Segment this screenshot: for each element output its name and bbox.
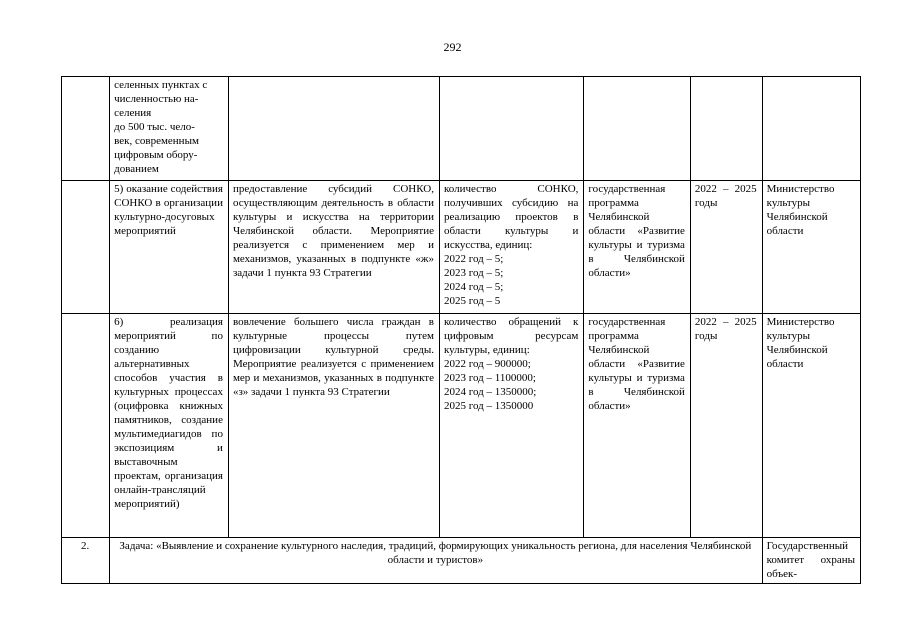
table-row bbox=[62, 77, 861, 181]
indicator-cell bbox=[439, 77, 583, 181]
measure-line: селения bbox=[114, 107, 152, 119]
mechanism-cell: предоставление субсидий СОНКО, осуществляющим деятельность в области культуры и искусства на территории Челябинской области. Мероприятие реализуется с применением мер и механизмов, указанных в подпункте «ж» задачи 1 пункта 93 Стратегии bbox=[228, 181, 439, 314]
task-responsible-cell: Государственный комитет охраны объек- bbox=[762, 538, 860, 584]
task-row bbox=[62, 538, 861, 584]
indicator-value: 2022 год – 5; bbox=[443, 253, 504, 265]
period-cell: 2022 – 2025 годы bbox=[690, 181, 762, 314]
table-row bbox=[62, 181, 861, 314]
row-number-cell bbox=[62, 77, 110, 181]
measure-cell: 6) реализация мероприятий по созданию альтернативных способов участия в культурных процессах (оцифровка книжных памятников, создание мультимедиагидов по экспозициям и выставочным проектам, организация онлайн-трансляций мероприятий) bbox=[110, 314, 229, 538]
period-cell: 2022 – 2025 годы bbox=[690, 314, 762, 538]
indicator-value: 2023 год – 1100000; bbox=[443, 372, 536, 384]
task-text-cell: Задача: «Выявление и сохранение культурного наследия, традиций, формирующих уникальность региона, для населения Челябинской области и туристов» bbox=[110, 538, 762, 584]
program-cell: государственная программа Челябинской области «Развитие культуры и туризма в Челябинской области» bbox=[584, 314, 691, 538]
row-number-cell bbox=[62, 181, 110, 314]
measure-cell: 5) оказание содействия СОНКО в организации культурно-досуговых мероприятий bbox=[110, 181, 229, 314]
indicator-value: 2022 год – 900000; bbox=[443, 358, 531, 370]
task-number-cell: 2. bbox=[62, 538, 110, 584]
mechanism-cell bbox=[228, 77, 439, 181]
indicator-value: 2024 год – 1350000; bbox=[443, 386, 537, 398]
page-number: 292 bbox=[443, 40, 462, 54]
measure-line: селенных пунктах с bbox=[114, 79, 208, 91]
measure-cell bbox=[110, 77, 229, 181]
program-cell: государственная программа Челябинской области «Развитие культуры и туризма в Челябинской области» bbox=[584, 181, 691, 314]
table-row bbox=[62, 314, 861, 538]
measure-line: до 500 тыс. чело- bbox=[114, 121, 195, 133]
responsible-cell: Министерство культуры Челябинской области bbox=[762, 314, 860, 538]
indicator-cell bbox=[439, 314, 583, 538]
indicator-cell bbox=[439, 181, 583, 314]
responsible-cell: Министерство культуры Челябинской области bbox=[762, 181, 860, 314]
indicator-intro: количество СОНКО, получивших субсидию на реализацию проектов в области культуры и искусства, единиц: bbox=[443, 183, 579, 251]
indicator-value: 2025 год – 1350000 bbox=[443, 400, 534, 412]
mechanism-cell: вовлечение большего числа граждан в культурные процессы путем цифровизации культурной среды. Мероприятие реализуется с применением мер и механизмов, указанных в подпункте «з» задачи 1 пункта 93 Стратегии bbox=[228, 314, 439, 538]
responsible-cell bbox=[762, 77, 860, 181]
indicator-value: 2023 год – 5; bbox=[443, 267, 504, 279]
measure-line: численностью на- bbox=[114, 93, 199, 105]
measures-table bbox=[61, 76, 861, 584]
program-cell bbox=[584, 77, 691, 181]
indicator-value: 2024 год – 5; bbox=[443, 281, 504, 293]
period-cell bbox=[690, 77, 762, 181]
measure-line: век, современным bbox=[114, 135, 199, 147]
indicator-value: 2025 год – 5 bbox=[443, 295, 501, 307]
measure-line: цифровым обору- bbox=[114, 149, 198, 161]
row-number-cell bbox=[62, 314, 110, 538]
indicator-intro: количество обращений к цифровым ресурсам культуры, единиц: bbox=[443, 316, 579, 356]
measure-line: дованием bbox=[114, 163, 159, 175]
